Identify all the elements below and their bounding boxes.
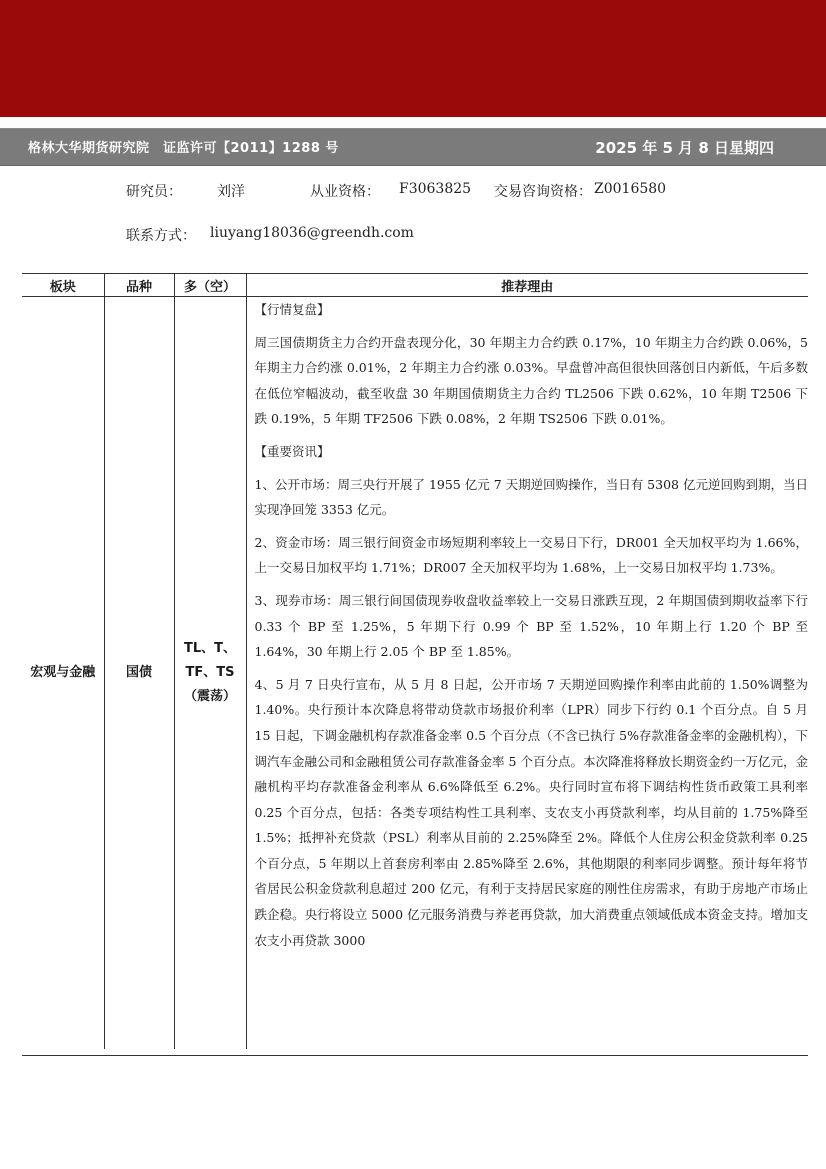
direction-line-3: （震荡） xyxy=(183,689,236,704)
news-money-market: 2、资金市场：周三银行间资金市场短期利率较上一交易日下行，DR001 全天加权平均为 1.66%，上一交易日加权平均 1.71%；DR007 全天加权平均为 1.68%，上一交易日加权平均 1.73%。 xyxy=(254,534,808,576)
table-row xyxy=(22,297,808,1050)
consult-qualification-number: Z0016580 xyxy=(594,181,667,197)
analyst-label: 研究员： xyxy=(126,184,182,200)
news-bond-market: 3、现券市场：周三银行间国债现券收盘收益率较上一交易日涨跌互现，2 年期国债到期收益率下行 0.33 个 BP 至 1.25%，5 年期下行 0.99 个 BP 至 1.52%，10 年期上行 1.20 个 BP 至 1.64%，30 年期上行 2.05 个 BP 至 1.85%。 xyxy=(254,592,808,660)
consult-qualification-label: 交易咨询资格： xyxy=(494,184,592,200)
header-product: 品种 xyxy=(104,274,174,297)
contact-label: 联系方式： xyxy=(126,228,196,244)
sector-cell: 宏观与金融 xyxy=(30,665,96,680)
section-heading-review: 【行情复盘】 xyxy=(254,302,330,317)
news-pboc-policy: 4、5 月 7 日央行宣布，从 5 月 8 日起，公开市场 7 天期逆回购操作利率由此前的 1.50%调整为 1.40%。央行预计本次降息将带动贷款市场报价利率（LPR）同步下行约 0.1 个百分点。自 5 月 15 日起，下调金融机构存款准备金率 0.5 个百分点（不含已执行 5%存款准备金率的金融机构），下调汽车金融公司和金融租赁公司存款准备金率 5 个百分点。本次降准将释放长期资金约一万亿元，金融机构平均存款准备金利率从 6.6%降低至 6.2%。央行同时宣布将下调结构性货币政策工具利率 0.25 个百分点，包括：各类专项结构性工具利率、支农支小再贷款利率，均从目前的 1.75%降至 1.5%；抵押补充贷款（PSL）利率从目前的 2.25%降至 2%。降低个人住房公积金贷款利率 0.25 个百分点，5 年期以上首套房利率由 2.85%降至 2.6%，其他期限的利率同步调整。预计每年将节省居民公积金贷款利息超过 200 亿元，有利于支持居民家庭的刚性住房需求，有助于房地产市场止跌企稳。央行将设立 5000 亿元服务消费与养老再贷款，加大消费重点领域低成本资金支持。增加支农支小再贷款 3000 xyxy=(254,676,808,948)
institute-license: 格林大华期货研究院 证监许可【2011】1288 号 xyxy=(28,141,339,156)
product-cell: 国债 xyxy=(104,297,174,1050)
news-open-market: 1、公开市场：周三央行开展了 1955 亿元 7 天期逆回购操作，当日有 5308 亿元逆回购到期，当日实现净回笼 3353 亿元。 xyxy=(254,476,808,518)
direction-cell xyxy=(174,297,246,1050)
direction-line-2: TF、TS xyxy=(185,665,235,680)
market-review-paragraph: 周三国债期货主力合约开盘表现分化，30 年期主力合约跌 0.17%，10 年期主力合约跌 0.06%，5 年期主力合约涨 0.01%，2 年期主力合约涨 0.03%。早盘曾冲高但很快回落创日内新低，午后多数在低位窄幅波动，截至收盘 30 年期国债期货主力合约 TL2506 下跌 0.62%，10 年期 T2506 下跌 0.19%，5 年期 TF2506 下跌 0.08%，2 年期 TS2506 下跌 0.01%。 xyxy=(254,334,808,427)
header-brand-band xyxy=(0,0,826,117)
section-heading-news: 【重要资讯】 xyxy=(254,443,330,459)
reason-cell xyxy=(246,297,808,1050)
contact-email[interactable]: liuyang18036@greendh.com xyxy=(210,225,414,241)
header-reason: 推荐理由 xyxy=(246,274,808,297)
header-info-bar xyxy=(0,128,826,166)
qualification-label: 从业资格： xyxy=(310,184,380,200)
table-bottom-rule xyxy=(22,1055,808,1056)
header-sector: 板块 xyxy=(22,274,104,297)
table-header-row xyxy=(22,274,808,297)
reason-text xyxy=(255,297,809,1049)
analyst-name: 刘洋 xyxy=(217,184,245,200)
report-date: 2025 年 5 月 8 日星期四 xyxy=(595,139,774,157)
header-direction: 多（空） xyxy=(174,274,246,297)
recommendation-table xyxy=(22,273,808,1049)
direction-line-1: TL、T、 xyxy=(183,641,237,656)
qualification-number: F3063825 xyxy=(399,181,472,197)
